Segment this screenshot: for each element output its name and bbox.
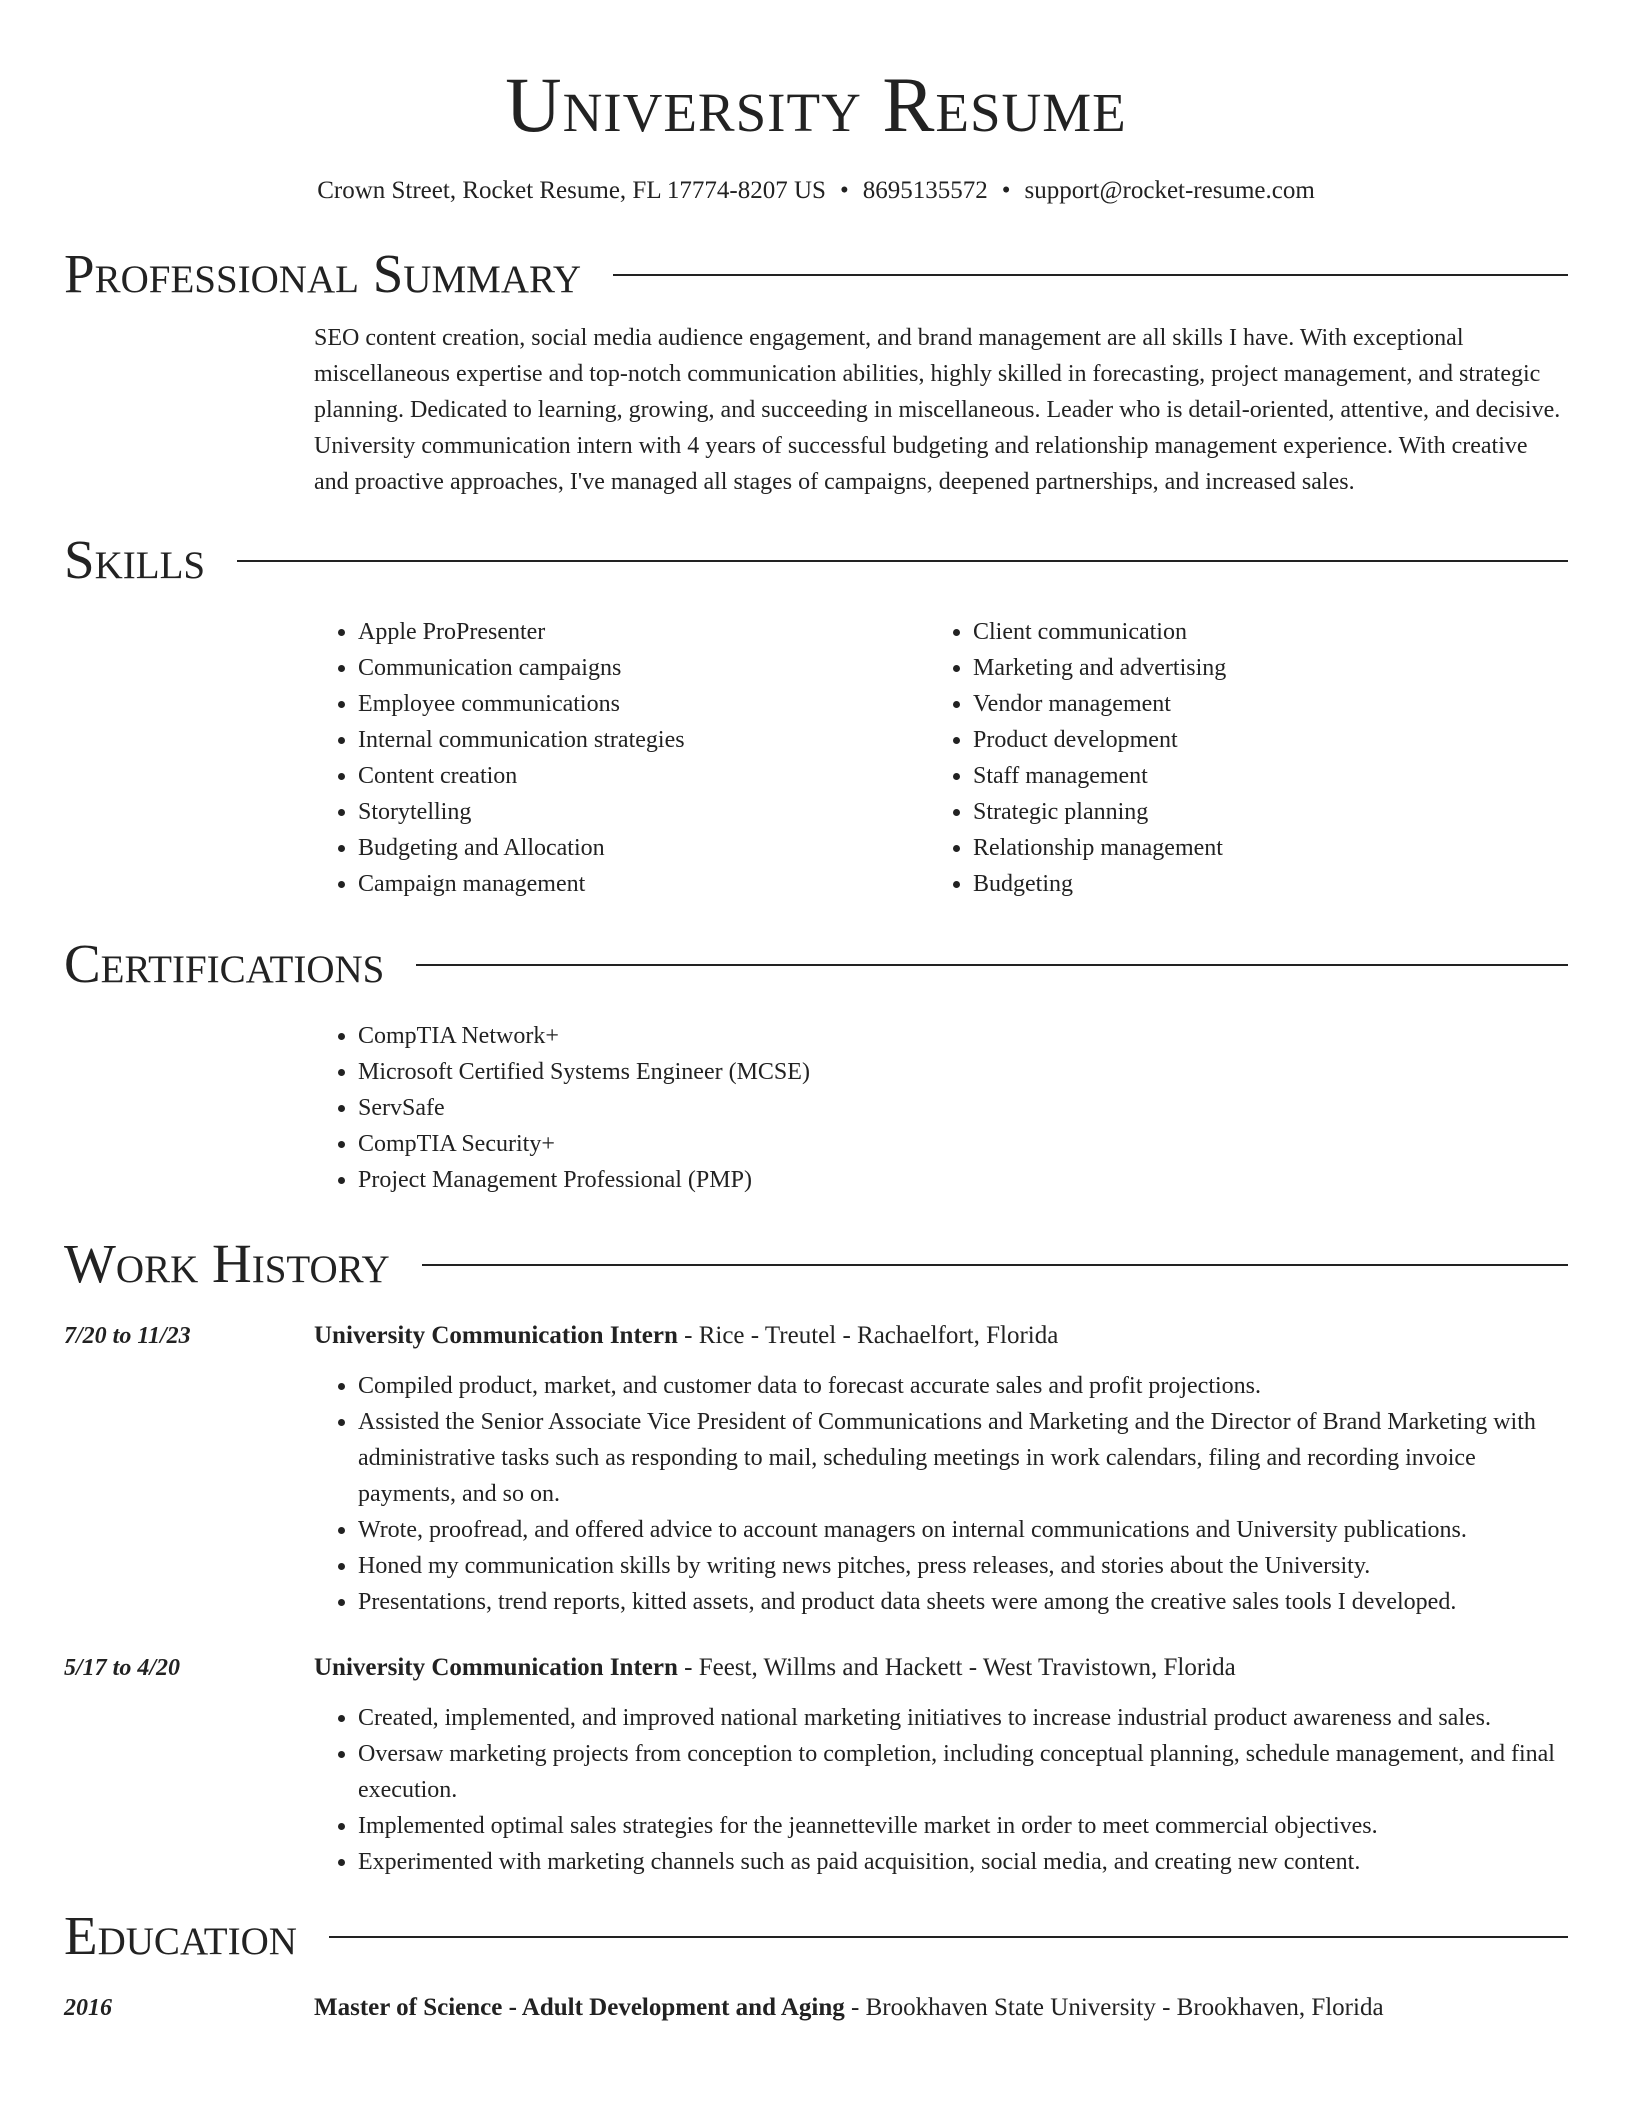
skill-item: • Apple ProPresenter — [358, 614, 929, 650]
job-bullet: • Honed my communication skills by writing news pitches, press releases, and stories about the University. — [358, 1548, 1568, 1584]
resume-name: University Resume — [505, 61, 1127, 148]
contact-separator: • — [1001, 177, 1011, 204]
certification-item: • CompTIA Network+ — [358, 1018, 1568, 1054]
job-bullet: • Implemented optimal sales strategies for the jeannetteville market in order to meet commercial objectives. — [358, 1808, 1568, 1844]
skill-item: • Staff management — [973, 758, 1544, 794]
certification-item: • CompTIA Security+ — [358, 1126, 1568, 1162]
skill-item: • Vendor management — [973, 686, 1544, 722]
contact-address: Crown Street, Rocket Resume, FL 17774-8207 US — [317, 177, 826, 204]
job-dates: 7/20 to 11/23 — [64, 1323, 191, 1349]
job-company: - Feest, Willms and Hackett - West Travistown, Florida — [677, 1654, 1236, 1681]
skills-column-left — [314, 614, 929, 902]
certifications-list — [314, 1018, 1568, 1198]
job-bullet: • Assisted the Senior Associate Vice President of Communications and Marketing and the Director of Brand Marketing with administrative tasks such as responding to mail, scheduling meetings in work calendars, filing and recording invoice payments, and so on. — [358, 1404, 1568, 1512]
job-details — [314, 1650, 1568, 1880]
section-title: Education — [64, 1905, 297, 1966]
education-school: - Brookhaven State University - Brookhaven, Florida — [844, 1994, 1384, 2021]
education-title-line — [314, 1990, 1568, 2026]
education-degree: Master of Science - Adult Development and Aging — [314, 1994, 845, 2021]
skill-item: • Budgeting and Allocation — [358, 830, 929, 866]
skill-item: • Product development — [973, 722, 1544, 758]
section-title: Certifications — [64, 933, 385, 994]
resume-header — [64, 0, 1568, 206]
education-year: 2016 — [64, 1995, 112, 2021]
contact-line — [64, 176, 1568, 206]
education-entry — [64, 1990, 1568, 2040]
contact-phone: 8695135572 — [862, 177, 988, 204]
job-bullet: • Presentations, trend reports, kitted assets, and product data sheets were among the creative sales tools I developed. — [358, 1584, 1568, 1620]
job-details — [314, 1318, 1568, 1620]
section-title: Work History — [64, 1233, 390, 1294]
skills-column-right — [929, 614, 1544, 902]
section-divider — [613, 274, 1568, 276]
skill-item: • Employee communications — [358, 686, 929, 722]
certification-item: • Microsoft Certified Systems Engineer (MCSE) — [358, 1054, 1568, 1090]
education-section — [64, 1906, 1568, 2040]
job-entry — [64, 1650, 1568, 1880]
skills-heading — [64, 530, 1568, 590]
summary-section — [64, 244, 1568, 500]
skill-item: • Marketing and advertising — [973, 650, 1544, 686]
job-bullets — [314, 1700, 1568, 1880]
skill-item: • Budgeting — [973, 866, 1544, 902]
skill-item: • Storytelling — [358, 794, 929, 830]
skills-list-right — [929, 614, 1544, 902]
job-bullet: • Experimented with marketing channels such as paid acquisition, social media, and creating new content. — [358, 1844, 1568, 1880]
skill-item: • Communication campaigns — [358, 650, 929, 686]
contact-email: support@rocket-resume.com — [1024, 177, 1315, 204]
skill-item: • Relationship management — [973, 830, 1544, 866]
job-bullets — [314, 1368, 1568, 1620]
work-history-section — [64, 1234, 1568, 1880]
section-title: Professional Summary — [64, 243, 582, 304]
summary-heading — [64, 244, 1568, 304]
skill-item: • Internal communication strategies — [358, 722, 929, 758]
work-history-heading — [64, 1234, 1568, 1294]
skill-item: • Strategic planning — [973, 794, 1544, 830]
section-title: Skills — [64, 529, 206, 590]
job-role: University Communication Intern — [314, 1322, 678, 1349]
job-title-line — [314, 1650, 1568, 1686]
skills-grid — [314, 614, 1568, 902]
job-bullet: • Wrote, proofread, and offered advice to account managers on internal communications and University publications. — [358, 1512, 1568, 1548]
certifications-list-wrap — [314, 1018, 1568, 1198]
job-title-line — [314, 1318, 1568, 1354]
contact-separator: • — [839, 177, 849, 204]
skills-list-left — [314, 614, 929, 902]
skill-item: • Content creation — [358, 758, 929, 794]
skill-item: • Client communication — [973, 614, 1544, 650]
job-entry — [64, 1318, 1568, 1620]
certifications-heading — [64, 934, 1568, 994]
job-bullet: • Compiled product, market, and customer data to forecast accurate sales and profit projections. — [358, 1368, 1568, 1404]
education-heading — [64, 1906, 1568, 1966]
section-divider — [329, 1936, 1568, 1938]
skill-item: • Campaign management — [358, 866, 929, 902]
education-details — [314, 1990, 1568, 2040]
section-divider — [237, 560, 1568, 562]
job-role: University Communication Intern — [314, 1654, 678, 1681]
certification-item: • ServSafe — [358, 1090, 1568, 1126]
job-bullet: • Oversaw marketing projects from conception to completion, including conceptual planning, schedule management, and final execution. — [358, 1736, 1568, 1808]
job-company: - Rice - Treutel - Rachaelfort, Florida — [677, 1322, 1059, 1349]
job-bullet: • Created, implemented, and improved national marketing initiatives to increase industrial product awareness and sales. — [358, 1700, 1568, 1736]
certification-item: • Project Management Professional (PMP) — [358, 1162, 1568, 1198]
section-divider — [416, 964, 1568, 966]
certifications-section — [64, 934, 1568, 1198]
skills-section — [64, 530, 1568, 902]
summary-text: SEO content creation, social media audience engagement, and brand management are all skills I have. With exceptional miscellaneous expertise and top-notch communication abilities, highly skilled in forecasting, project management, and strategic planning. Dedicated to learning, growing, and succeeding in miscellaneous. Leader who is detail-oriented, attentive, and decisive. University communication intern with 4 years of successful budgeting and relationship management experience. With creative and proactive approaches, I've managed all stages of campaigns, deepened partnerships, and increased sales. — [314, 325, 1561, 495]
job-dates: 5/17 to 4/20 — [64, 1655, 181, 1681]
section-divider — [422, 1264, 1568, 1266]
